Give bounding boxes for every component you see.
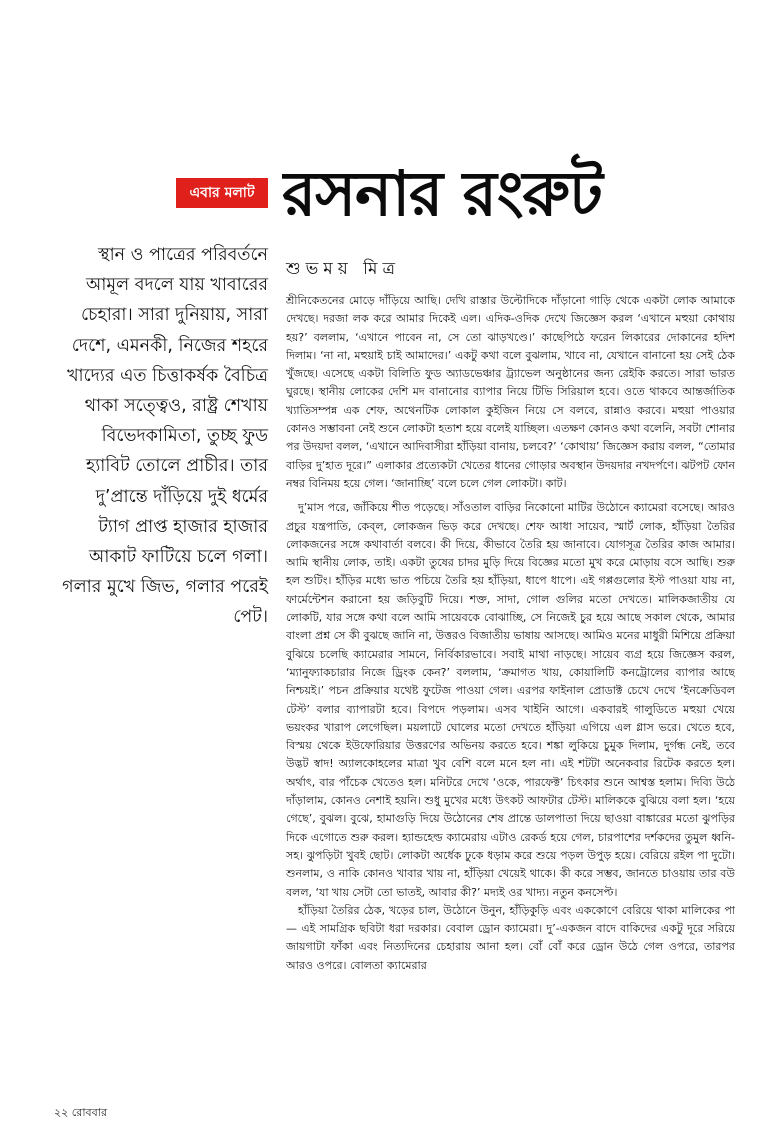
author-byline: শুভময় মিত্র	[286, 259, 400, 279]
article-body	[286, 292, 735, 1100]
article-title: রসনার রংরুট	[282, 157, 602, 230]
body-paragraph: হাঁড়িয়া তৈরির ঠেক, খড়ের চাল, উঠোনে উনুন, হাঁড়িকুড়ি এবং এককোণে বেরিয়ে থাকা মালিকের পা— এই সামগ্রিক ছবিটা ধরা দরকার। বেবাল ড্রোন ক্যামেরা। দু’-একজন বাদে বাকিদের একটু দূরে সরিয়ে জায়গাটা ফাঁকা এবং নিত্যদিনের চেহারায় আনা হল। বোঁ বোঁ করে ড্রোন উঠে গেল ওপরে, তারপর আরও ওপরে। বোলতা ক্যামেরার	[286, 903, 735, 972]
section-tag: এবার মলাট	[176, 178, 268, 208]
intro-text: স্থান ও পাত্রের পরিবর্তনে আমূল বদলে যায় খাবারের চেহারা। সারা দুনিয়ায়, সারা দেশে, এমনকী, নিজের শহরে খাদ্যের এত চিত্তাকর্ষক বৈচিত্র থাকা সত্ত্বেও, রাষ্ট্র শেখায় বিভেদকামিতা, তুচ্ছ ফুড হ্যাবিট তোলে প্রাচীর। তার দু’প্রান্তে দাঁড়িয়ে দুই ধর্মের ট্যাগ প্রাপ্ত হাজার হাজার আকাট ফাটিয়ে চলে গলা। গলার মুখে জিভ, গলার পরেই পেট।	[62, 245, 268, 628]
body-paragraph: শ্রীনিকেতনের মোড়ে দাঁড়িয়ে আছি। দেখি রাস্তার উল্টোদিকে দাঁড়ানো গাড়ি থেকে একটা লোক আমাকে দেখছে। দরজা লক করে আমার দিকেই এল। এদিক-ওদিক দেখে জিজ্ঞেস করল ‘এখানে মহুয়া কোথায় হয়?’ বললাম, ‘এখানে পাবেন না, সে তো ঝাড়খণ্ডে।’ কাছেপিঠে ফরেন লিকারের দোকানের হদিশ দিলাম। ‘না না, মহুয়াই চাই আমাদের।’ একটু কথা বলে বুঝলাম, খাবে না, যেখানে বানানো হয় সেই ঠেক খুঁজছে। এসেছে একটা বিলিতি ফুড অ্যাডভেঞ্চার ট্র্যাভেল অনুষ্ঠানের জন্য রেইকি করতে। সারা ভারত ঘুরছে। স্থানীয় লোকের দেশি মদ বানানোর ব্যাপার নিয়ে টিভি সিরিয়াল হবে। ওতে থাকবে আন্তর্জাতিক খ্যাতিসম্পন্ন এক শেফ, অথেনটিক লোকাল কুইজিন নিয়ে সে বলবে, রান্নাও করবে। মহুয়া পাওয়ার কোনও সম্ভাবনা নেই শুনে লোকটা হতাশ হয়ে বলেই যাচ্ছিল। এতক্ষণ কোনও কথা বলেনি, সবটা শোনার পর উদয়দা বলল, ‘এখানে আদিবাসীরা হাঁড়িয়া বানায়, চলবে?’ ‘কোথায়’ জিজ্ঞেস করায় বলল, “তোমার বাড়ির দু’হাত দূরে।” এলাকার প্রত্যেকটা খেতের ধানের গোড়ার অবস্থান উদয়দার নখদর্পণে। ঝটপট ফোন নম্বর বিনিময় হয়ে গেল। ‘জানাচ্ছি’ বলে চলে গেল লোকটা। কাট।	[286, 294, 735, 490]
page-footer: ২২ রোববার	[54, 1106, 107, 1119]
intro-blurb	[60, 240, 268, 633]
body-paragraph: দু’মাস পরে, জাঁকিয়ে শীত পড়েছে। সাঁওতাল বাড়ির নিকোনো মাটির উঠোনে ক্যামেরা বসেছে। আরও প্রচুর যন্ত্রপাতি, কেব্‌ল, লোকজন ভিড় করে দেখছে। শেফ আধা সায়েব, স্মার্ট লোক, হাঁড়িয়া তৈরির লোকজনের সঙ্গে কথাবার্তা বলবে। কী দিয়ে, কীভাবে তৈরি হয় জানাবে। যোগসূত্র তৈরির কাজ আমার। আমি স্থানীয় লোক, তাই। একটা তুষের চাদর মুড়ি দিয়ে বিজ্ঞের মতো মুখ করে মোড়ায় বসে আছি। শুরু হল শুটিং। হাঁড়ির মধ্যে ভাত পচিয়ে তৈরি হয় হাঁড়িয়া, ধাপে ধাপে। এই গপ্পগুলোর ইস্ট পাওয়া যায় না, ফার্মেন্টেশন করানো হয় জড়িবুটি দিয়ে। শক্ত, সাদা, গোল গুলির মতো দেখতে। মালিকজাতীয় যে লোকটি, যার সঙ্গে কথা বলে আমি সায়েবকে বোঝাচ্ছি, সে নিজেই চুর হয়ে আছে সকাল থেকে, আমার বাংলা প্রশ্ন সে কী বুঝছে জানি না, উত্তরও বিজাতীয় ভাষায় আসছে। আমিও মনের মাধুরী মিশিয়ে প্রক্রিয়া বুঝিয়ে চলেছি ক্যামেরার সামনে, নির্বিকারভাবে। সবাই মাথা নাড়ছে। সায়েব ব্যগ্র হয়ে জিজ্ঞেস করল, ‘ম্যানুফ্যাকচারার নিজে ড্রিংক কেন?’ বললাম, ‘ক্রমাগত খায়, কোয়ালিটি কনট্রোলের ব্যাপার আছে নিশ্চয়ই।’ পচন প্রক্রিয়ার যথেষ্ট ফুটেজ পাওয়া গেল। এরপর ফাইনাল প্রোডাক্ট চেখে দেখে ‘ইনক্রেডিবল টেস্ট’ বলার ব্যাপারটা হবে। বিপদে পড়লাম। এসব খাইনি আগে। একবারই গালুডিতে মহুয়া খেয়ে ভয়ংকর খারাপ লেগেছিল। ময়লাটে ঘোলের মতো দেখতে হাঁড়িয়া এগিয়ে এল গ্লাস ভরে। খেতে হবে, বিস্ময় থেকে ইউফোরিয়ার উত্তরণের অভিনয় করতে হবে। শঙ্কা লুকিয়ে চুমুক দিলাম, দুর্গন্ধ নেই, তবে উদ্ভট স্বাদ! অ্যালকোহলের মাত্রা খুব বেশি বলে মনে হল না। এই শটটা অনেকবার রিটেক করতে হল। অর্থাৎ, বার পাঁচেক খেতেও হল। মনিটরে দেখে ‘ওকে, পারফেক্ট’ চিৎকার শুনে আশ্বস্ত হলাম। দিব্যি উঠে দাঁড়ালাম, কোনও নেশাই হয়নি। শুধু মুখের মধ্যে উৎকট আফটার টেস্ট। মালিককে বুঝিয়ে বলা হল। ‘হয়ে গেছে’, বুঝল। বুঝে, হামাগুড়ি দিয়ে উঠোনের শেষ প্রান্তে ডালপাতা দিয়ে ছাওয়া বাঙ্কারের মতো ঝুপড়ির দিকে এগোতে শুরু করল। হ্যান্ডহেল্ড ক্যামেরায় এটাও রেকর্ড হয়ে গেল, চারপাশের দর্শকদের তুমুল ধ্বনি-সহ। ঝুপড়িটা খুবই ছোট। লোকটা অর্ধেক ঢুকে ধড়াম করে শুয়ে পড়ল উপুড় হয়ে। বেরিয়ে রইল পা দুটো। শুনলাম, ও নাকি কোনও খাবার খায় না, হাঁড়িয়া খেয়েই থাকে। কী করে সম্ভব, জানতে চাওয়ায় তার বউ বলল, ‘যা খায় সেটা তো ভাতই, আবার কী?’ মদ্যই ওর খাদ্য। নতুন কনসেপ্ট।	[286, 501, 735, 899]
